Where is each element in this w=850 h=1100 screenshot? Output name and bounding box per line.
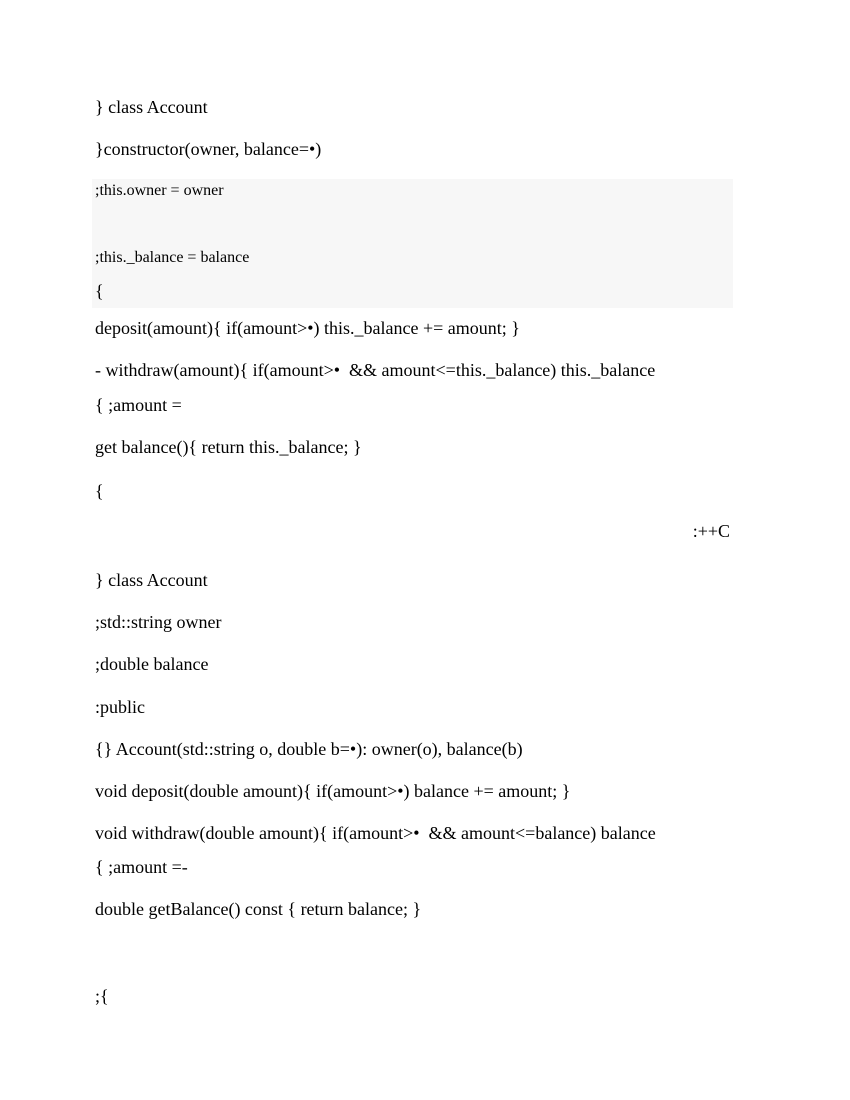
text-line: void deposit(double amount){ if(amount>•) balance += amount; }	[95, 781, 571, 801]
text-line: deposit(amount){ if(amount>•) this._balance += amount; }	[95, 318, 520, 338]
text-line: } class Account	[95, 97, 208, 117]
text-line: :public	[95, 697, 145, 717]
text-line: {} Account(std::string o, double b=•): owner(o), balance(b)	[95, 739, 523, 759]
text-line: double getBalance() const { return balance; }	[95, 899, 422, 919]
text-line: { ;amount =	[95, 395, 182, 415]
text-line: void withdraw(double amount){ if(amount>• && amount<=balance) balance	[95, 823, 656, 843]
text-line: ;this.owner = owner	[95, 182, 224, 199]
text-line: get balance(){ return this._balance; }	[95, 437, 362, 457]
text-line: ;double balance	[95, 654, 209, 674]
text-line: { ;amount =-	[95, 857, 188, 877]
text-line: }constructor(owner, balance=•)	[95, 139, 322, 159]
text-line: ;this._balance = balance	[95, 249, 250, 266]
text-line: {	[95, 481, 104, 501]
text-line: ;{	[95, 986, 109, 1006]
language-label: :++C	[692, 521, 730, 541]
text-line: - withdraw(amount){ if(amount>• && amount<=this._balance) this._balance	[95, 360, 656, 380]
text-line: ;std::string owner	[95, 612, 222, 632]
text-line: } class Account	[95, 570, 208, 590]
text-line: {	[95, 281, 104, 301]
